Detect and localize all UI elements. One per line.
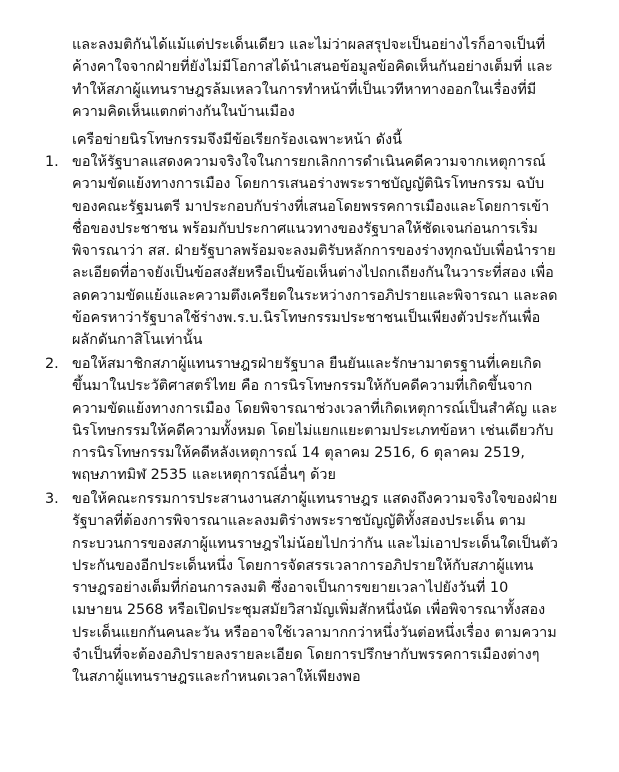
text-line: ความคิดเห็นแตกต่างกันในบ้านเมือง xyxy=(72,103,295,120)
text-line: พฤษภาทมิฬ 2535 และเหตุการณ์อื่นๆ ด้วย xyxy=(72,467,336,484)
list-number: 3. xyxy=(45,491,59,507)
text-line: เมษายน 2568 หรือเปิดประชุมสมัยวิสามัญเพิ่มสักหนึ่งนัด เพื่อพิจารณาทั้งสอง xyxy=(72,602,546,619)
text-line: ในสภาผู้แทนราษฎรและกำหนดเวลาให้เพียงพอ xyxy=(72,669,361,686)
text-line: ประเด็นแยกกันคนละวัน หรืออาจใช้เวลามากกว่าหนึ่งวันต่อหนึ่งเรื่อง ตามความ xyxy=(72,624,557,641)
demand-text xyxy=(72,488,602,689)
opening-paragraph xyxy=(72,34,592,123)
list-number: 1. xyxy=(45,154,59,170)
list-number: 2. xyxy=(45,356,59,372)
text-line: นิรโทษกรรมให้คดีความทั้งหมด โดยไม่แยกแยะตามประเภทข้อหา เช่นเดียวกับ xyxy=(72,422,554,439)
text-line: ค้างคาใจจากฝ่ายที่ยังไม่มีโอกาสได้นำเสนอข้อมูลข้อคิดเห็นกันอย่างเต็มที่ และ xyxy=(72,59,553,76)
text-line: ประกันของอีกประเด็นหนึ่ง โดยการจัดสรรเวลาการอภิปรายให้กับสภาผู้แทน xyxy=(72,557,534,574)
text-line: ขอให้คณะกรรมการประสานงานสภาผู้แทนราษฎร แสดงถึงความจริงใจของฝ่าย xyxy=(72,491,558,507)
text-line: ทำให้สภาผู้แทนราษฎรล้มเหลวในการทำหน้าที่เป็นเวทีหาทางออกในเรื่องที่มี xyxy=(72,81,537,98)
text-line: ลดความขัดแย้งและความตึงเครียดในระหว่างการอภิปรายและพิจารณา และลด xyxy=(72,287,558,304)
text-line: ความขัดแย้งทางการเมือง โดยการเสนอร่างพระราชบัญญัตินิรโทษกรรม ฉบับ xyxy=(72,176,545,193)
text-line: ขอให้สมาชิกสภาผู้แทนราษฎรฝ่ายรัฐบาล ยืนยันและรักษามาตรฐานที่เคยเกิด xyxy=(72,356,542,372)
text-line: ผลักดันกาสิโนเท่านั้น xyxy=(72,332,203,349)
text-line: ของคณะรัฐมนตรี มาประกอบกับร่างที่เสนอโดยพรรคการเมืองและโดยการเข้า xyxy=(72,198,550,215)
text-line: ความขัดแย้งทางการเมือง โดยพิจารณาช่วงเวลาที่เกิดเหตุการณ์เป็นสำคัญ และ xyxy=(72,400,558,417)
text-line: ชื่อของประชาชน พร้อมกับประกาศแนวทางของรัฐบาลให้ชัดเจนก่อนการเริ่ม xyxy=(72,220,538,237)
text-line: จำเป็นที่จะต้องอภิปรายลงรายละเอียด โดยการปรึกษากับพรรคการเมืองต่างๆ xyxy=(72,647,540,664)
text-line: การนิรโทษกรรมให้คดีหลังเหตุการณ์ 14 ตุลาคม 2516, 6 ตุลาคม 2519, xyxy=(72,445,525,462)
text-line: กระบวนการของสภาผู้แทนราษฎรไม่น้อยไปกว่ากัน และไม่เอาประเด็นใดเป็นตัว xyxy=(72,535,558,552)
demand-text xyxy=(72,151,602,352)
demand-text xyxy=(72,353,602,487)
text-line: รัฐบาลที่ต้องการพิจารณาและลงมติร่างพระราชบัญญัติทั้งสองประเด็น ตาม xyxy=(72,513,526,530)
text-line: ราษฎรอย่างเต็มที่ก่อนการลงมติ ซึ่งอาจเป็นการขยายเวลาไปยังวันที่ 10 xyxy=(72,580,509,597)
text-line: ข้อครหาว่ารัฐบาลใช้ร่างพ.ร.บ.นิรโทษกรรมประชาชนเป็นเพียงตัวประกันเพื่อ xyxy=(72,310,541,327)
text-line: ขอให้รัฐบาลแสดงความจริงใจในการยกเลิกการดำเนินคดีความจากเหตุการณ์ xyxy=(72,154,546,170)
demands-intro: เครือข่ายนิรโทษกรรมจึงมีข้อเรียกร้องเฉพาะหน้า ดังนี้ xyxy=(72,132,403,148)
text-line: ละเอียดที่อาจยังเป็นข้อสงสัยหรือเป็นข้อเห็นต่างไปถกเถียงกันในวาระที่สอง เพื่อ xyxy=(72,265,554,282)
text-line: พิจารณาว่า สส. ฝ่ายรัฐบาลพร้อมจะลงมติรับหลักการของร่างทุกฉบับเพื่อนำราย xyxy=(72,243,556,260)
text-line: ขึ้นมาในประวัติศาสตร์ไทย คือ การนิรโทษกรรมให้กับคดีความที่เกิดขึ้นจาก xyxy=(72,378,533,395)
text-line: และลงมติกันได้แม้แต่ประเด็นเดียว และไม่ว่าผลสรุปจะเป็นอย่างไรก็อาจเป็นที่ xyxy=(72,37,546,53)
